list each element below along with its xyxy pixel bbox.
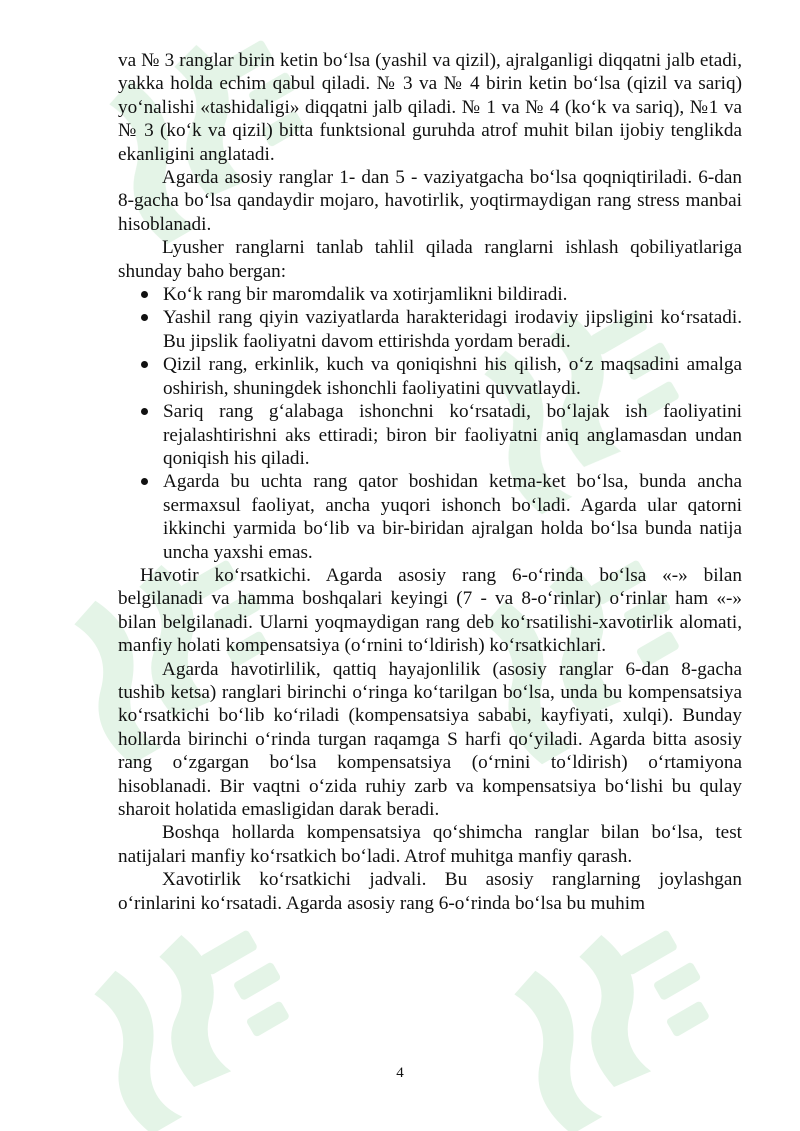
list-item-text: Koʻk rang bir maromdalik va xotirjamlikni bildiradi. xyxy=(163,284,568,306)
paragraph-1: va № 3 ranglar birin ketin boʻlsa (yashil va qizil), ajralganligi diqqatni jalb etadi, yakka holda echim qabul qiladi. № 3 va № 4 birin ketin boʻlsa (qizil va sariq) yoʻnalishi «tashidaligi» diqqatni jalb qiladi. № 1 va № 4 (koʻk va sariq), №1 va № 3 (koʻk va qizil) bitta funktsional guruhda atrof muhit bilan ijobiy tenglikda ekanligini anglatadi. xyxy=(118,50,742,165)
list-item xyxy=(118,283,742,306)
paragraph-7: Xavotirlik koʻrsatkichi jadvali. Bu asosiy ranglarning joylashgan oʻrinlarini koʻrsatadi. Agarda asosiy rang 6-oʻrinda boʻlsa bu muhim xyxy=(118,869,742,914)
list-item-text: Agarda bu uchta rang qator boshidan ketma-ket boʻlsa, bunda ancha sermaxsul faoliyat, ancha yuqori ishonch boʻladi. Agarda ular qatorni ikkinchi yarmida boʻlib va bir-biridan ajralgan holda boʻlsa bunda natija uncha yaxshi emas. xyxy=(163,471,742,563)
paragraph-2: Agarda asosiy ranglar 1- dan 5 - vaziyatgacha boʻlsa qoqniqtiriladi. 6-dan 8-gacha boʻlsa qandaydir mojaro, havotirlik, yoqtirmaydigan rang stress manbai hisoblanadi. xyxy=(118,167,742,235)
list-item-text: Sariq rang gʻalabaga ishonchni koʻrsatadi, boʻlajak ish faoliyatini rejalashtirishni aks ettiradi; biron bir faoliyatni aniq anglamasdan undan qoniqish his qiladi. xyxy=(163,401,742,469)
paragraph-3: Lyusher ranglarni tanlab tahlil qilada ranglarni ishlash qobiliyatlariga shunday baho bergan: xyxy=(118,237,742,282)
document-body xyxy=(118,49,742,915)
bullet-icon xyxy=(141,314,148,321)
bullet-list xyxy=(118,283,742,564)
list-item xyxy=(118,400,742,470)
bullet-icon xyxy=(141,361,148,368)
bullet-icon xyxy=(141,291,148,298)
page-number: 4 xyxy=(396,1065,404,1081)
bullet-icon xyxy=(141,408,148,415)
list-item xyxy=(118,353,742,400)
list-item xyxy=(118,470,742,564)
paragraph-4: Havotir koʻrsatkichi. Agarda asosiy rang 6-oʻrinda boʻlsa «-» bilan belgilanadi va hamma boshqalari keyingi (7 - va 8-oʻrinlar) oʻrinlar ham «-» bilan belgilanadi. Ularni yoqmaydigan rang deb koʻrsatilishi-xavotirlik alomati, manfiy holati kompensatsiya (oʻrnini toʻldirish) koʻrsatkichlari. xyxy=(118,564,742,657)
paragraph-6: Boshqa hollarda kompensatsiya qoʻshimcha ranglar bilan boʻlsa, test natijalari manfiy koʻrsatkich boʻladi. Atrof muhitga manfiy qarash. xyxy=(118,822,742,867)
list-item-text: Yashil rang qiyin vaziyatlarda harakteridagi irodaviy jipsligini koʻrsatadi. Bu jipslik faoliyatni davom ettirishda yordam beradi. xyxy=(163,307,742,352)
list-item xyxy=(118,306,742,353)
list-item-text: Qizil rang, erkinlik, kuch va qoniqishni his qilish, oʻz maqsadini amalga oshirish, shuningdek ishonchli faoliyatini quvvatlaydi. xyxy=(163,354,742,399)
bullet-icon xyxy=(141,478,148,485)
paragraph-5: Agarda havotirlilik, qattiq hayajonlilik (asosiy ranglar 6-dan 8-gacha tushib ketsa) ranglari birinchi oʻringa koʻtarilgan boʻlsa, unda bu kompensatsiya koʻrsatkichi boʻlib koʻriladi (kompensatsiya sababi, kayfiyati, xulqi). Bunday hollarda birinchi oʻrinda turgan raqamga S harfi qoʻyiladi. Agarda bitta asosiy rang oʻzgargan boʻlsa kompensatsiya (oʻrnini toʻldirish) oʻrtamiyona hisoblanadi. Bir vaqtni oʻzida ruhiy zarb va kompensatsiya boʻlishi bu qulay sharoit holatida emasligidan darak beradi. xyxy=(118,658,742,820)
